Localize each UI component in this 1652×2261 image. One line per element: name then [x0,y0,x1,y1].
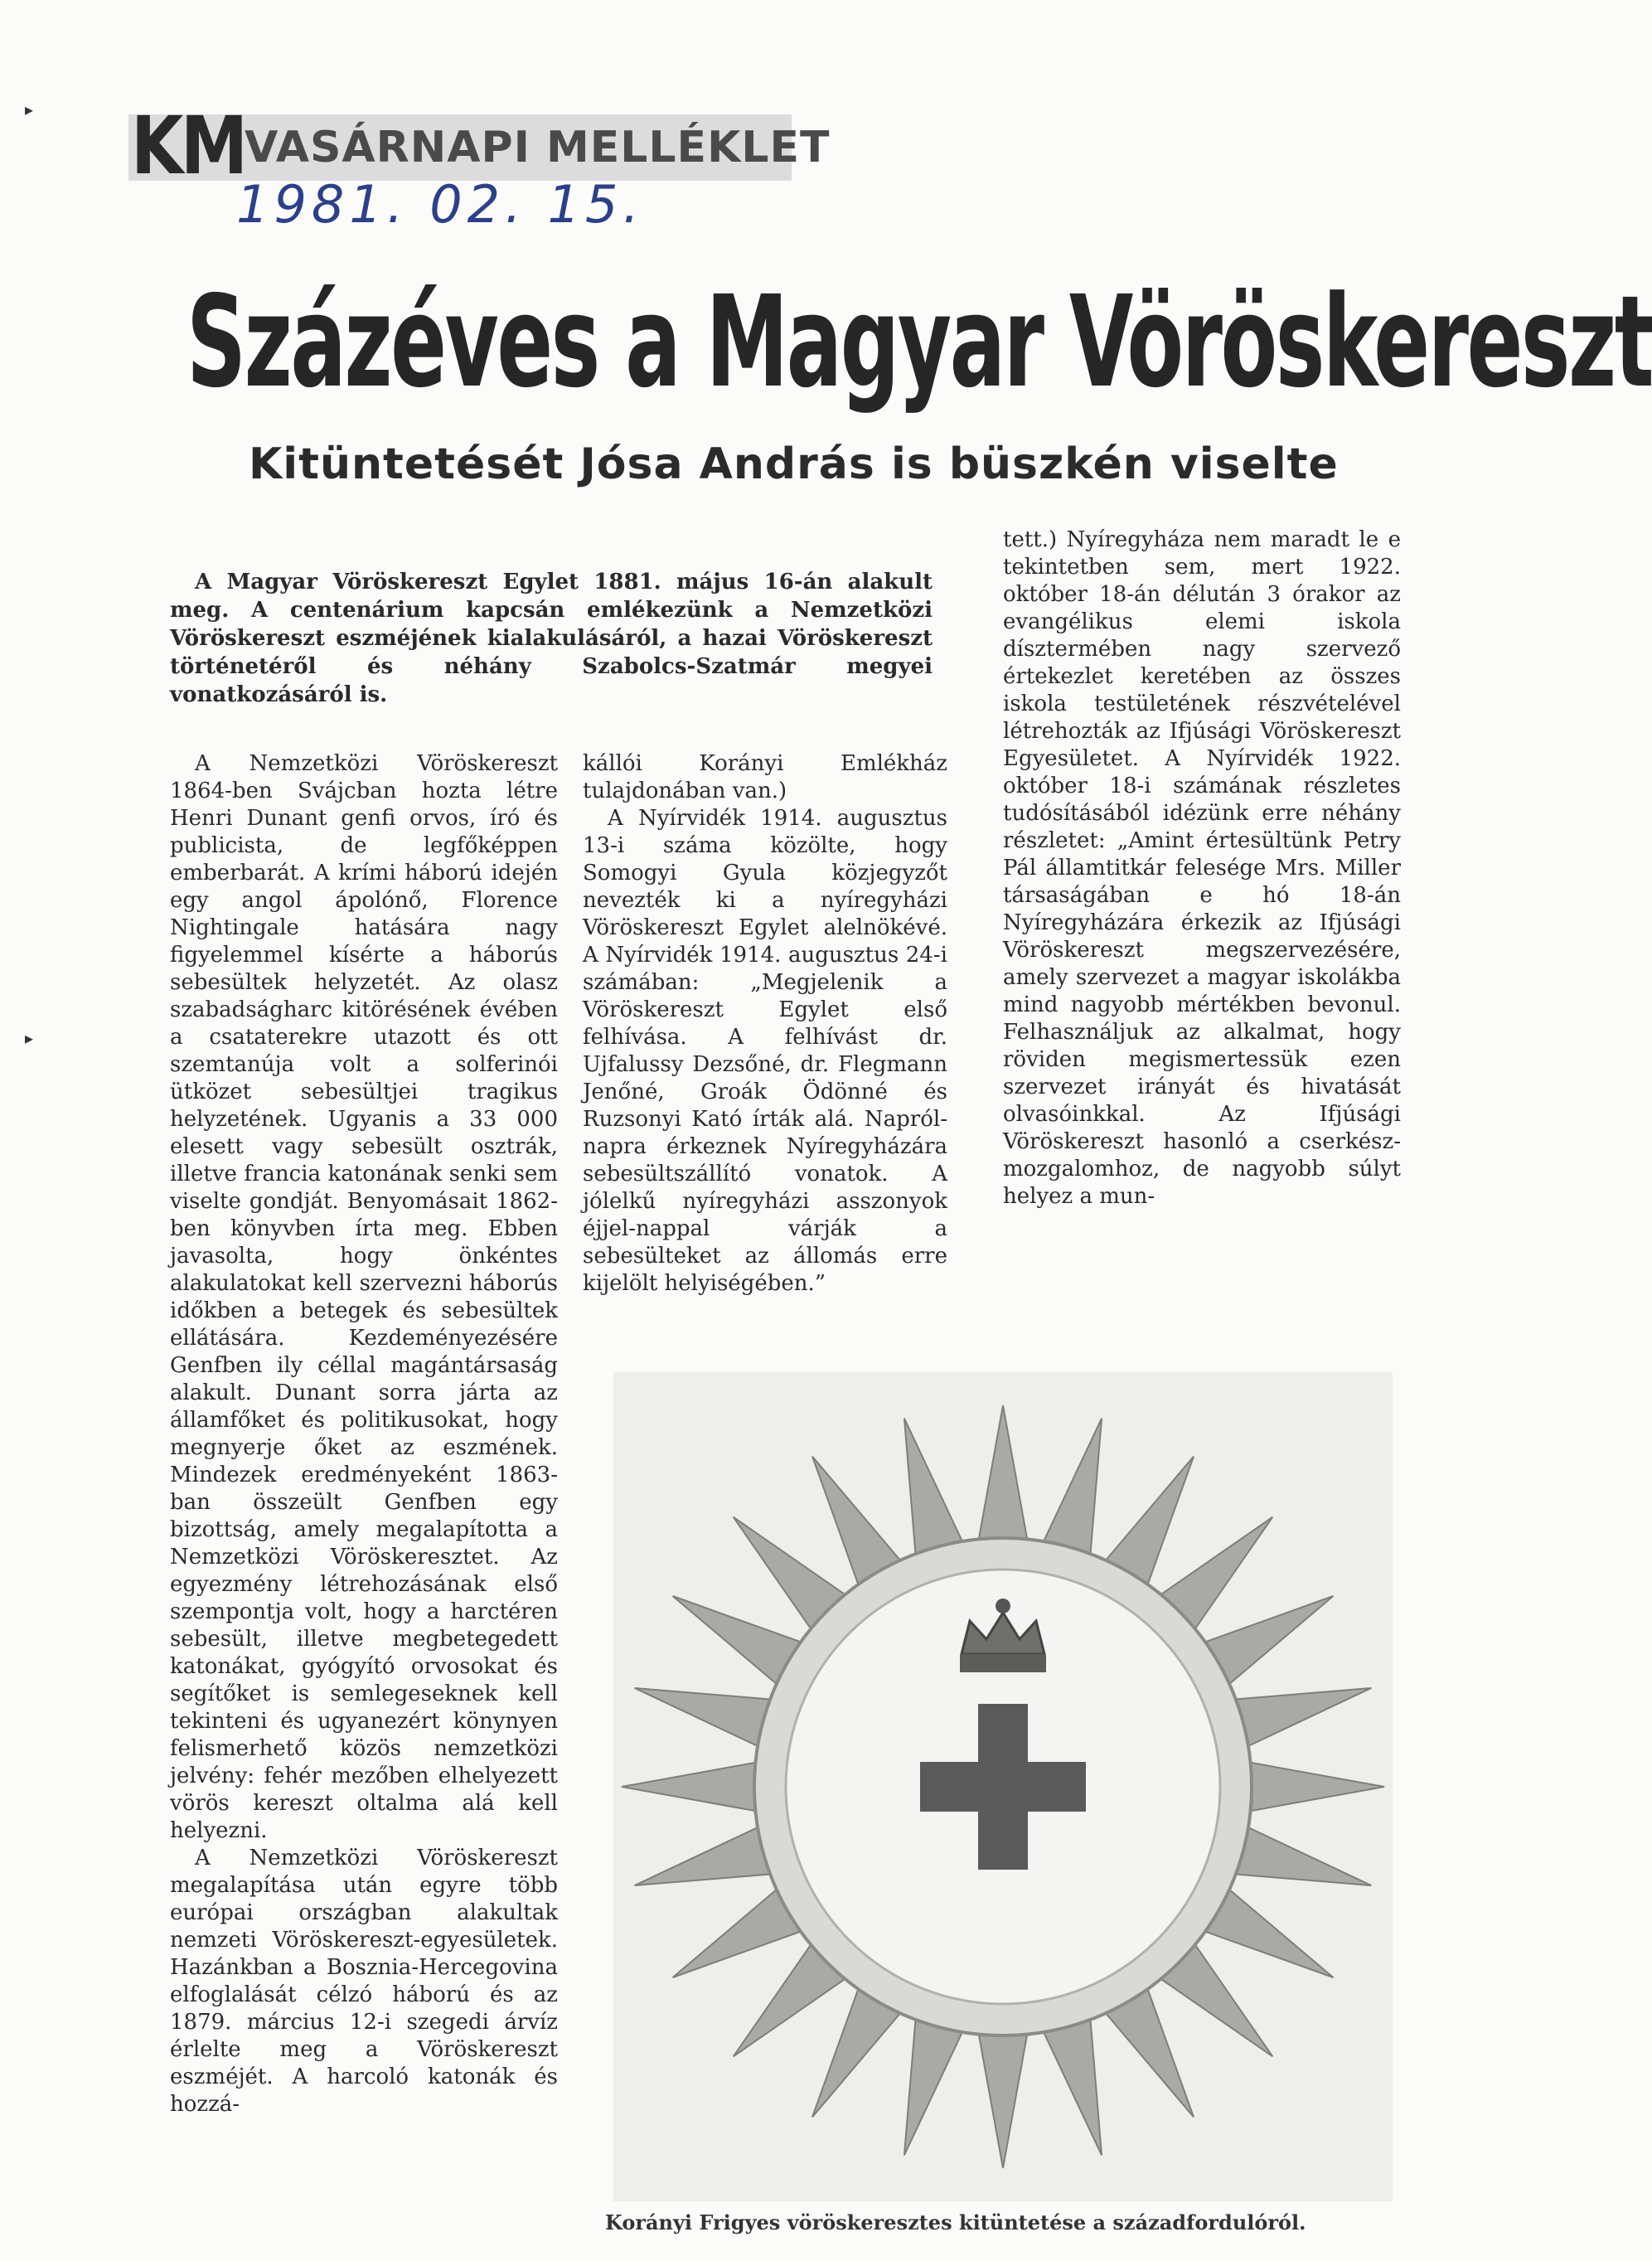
column-2-paragraph: kállói Korányi Emlékház tulajdonában van.) [583,751,947,803]
margin-tick: ▸ [25,99,34,119]
column-3-paragraph: tett.) Nyíregyháza nem maradt le e tekintetben sem, mert 1922. október 18-án délután 3 órakor az evangélikus elemi iskola dísztermében nagy szervező értekezlet keretében az összes iskola testületének részvételével létrehozták az Ifjúsági Vöröskereszt Egyesületet. A Nyírvidék 1922. október 18-i számának részletes tudósításából idézünk erre néhány részletet: „Amint értesültünk Petry Pál államtitkár felesége Mrs. Miller társaságában e hó 18-án Nyíregyházára érkezik az Ifjúsági Vöröskereszt megszervezésére, amely szervezet a magyar iskolákba mind nagyobb mértékben bevonul. Felhasználjuk az alkalmat, hogy röviden megismertessük ezen szervezet irányát és hivatását olvasóinkkal. Az Ifjúsági Vöröskereszt hasonló a cserkész-mozgalomhoz, de nagyobb súlyt helyez a mun- [1003,527,1401,1209]
handwritten-date: 1981. 02. 15. [236,174,645,235]
headline: Százéves a Magyar Vöröskereszt [187,268,1652,416]
column-2-paragraph: A Nyírvidék 1914. augusztus 13-i száma közölte, hogy Somogyi Gyula közjegyzőt nevezték ki a nyíregyházi Vöröskereszt Egylet alelnökévé. A Nyírvidék 1914. augusztus 24-i számában: „Megjelenik a Vöröskereszt Egylet első felhívása. A felhívást dr. Ujfalussy Dezsőné, dr. Flegmann Jenőné, Groák Ödönné és Ruzsonyi Kató írták alá. Napról-napra érkeznek Nyíregyházára sebesültszállító vonatok. A jólelkű nyíregyházi asszonyok éjjel-nappal várják a sebesülteket az állomás erre kijelölt helyiségében.” [583,806,947,1296]
decoration-photo [613,1372,1393,2201]
supplement-title: VASÁRNAPI MELLÉKLET [245,123,831,172]
article-column-2 [583,750,947,1298]
article-column-1 [170,750,558,2118]
subheadline: Kitüntetését Jósa András is büszkén viselte [249,439,1339,489]
article-column-3 [1003,526,1401,1211]
masthead-logo: KM [131,99,245,192]
photo-caption: Korányi Frigyes vöröskeresztes kitüntetése a századfordulóról. [605,2210,1306,2234]
column-1-paragraph: A Nemzetközi Vöröskereszt 1864-ben Svájcban hozta létre Henri Dunant genfi orvos, író és publicista, de legfőképpen emberbarát. A krími háború idején egy angol ápolónő, Florence Nightingale hatására nagy figyelemmel kísérte a háborús sebesültek helyzetét. Az olasz szabadságharc kitörésének évében a csataterekre utazott és ott szemtanúja volt a solferinói ütközet sebesültjei tragikus helyzetének. Ugyanis a 33 000 elesett vagy sebesült osztrák, illetve francia katonának senki sem viselte gondját. Benyomásait 1862-ben könyvben írta meg. Ebben javasolta, hogy önkéntes alakulatokat kell szervezni háborús időkben a betegek és sebesültek ellátására. Kezdeményezésére Genfben ily céllal magántársaság alakult. Dunant sorra járta az államfőket és politikusokat, hogy megnyerje őket az eszmének. Mindezek eredményeként 1863-ban összeült Genfben egy bizottság, amely megalapította a Nemzetközi Vöröskeresztet. Az egyezmény létrehozásának első szempontja volt, hogy a harctéren sebesült, illetve megbetegedett katonákat, gyógyító orvosokat és segítőket is semlegeseknek kell tekinteni és ugyanezért könynyen felismerhető közös nemzetközi jelvény: fehér mezőben elhelyezett vörös kereszt oltalma alá kell helyezni. [170,751,558,1843]
margin-tick: ▸ [25,1028,34,1048]
column-1-paragraph: A Nemzetközi Vöröskereszt megalapítása után egyre több európai országban alakultak nemzeti Vöröskereszt-egyesületek. Hazánkban a Bosznia-Hercegovina elfoglalását célzó háború és az 1879. március 12-i szegedi árvíz érlelte meg a Vöröskereszt eszméjét. A harcoló katonák és hozzá- [170,1846,558,2117]
lead-paragraph: A Magyar Vöröskereszt Egylet 1881. május 16-án alakult meg. A centenárium kapcsán emlékezünk a Nemzetközi Vöröskereszt eszméjének kialakulásáról, a hazai Vöröskereszt történetéről és néhány Szabolcs-Szatmár megyei vonatkozásáról is. [170,570,933,707]
red-cross-medal-image [613,1372,1393,2201]
